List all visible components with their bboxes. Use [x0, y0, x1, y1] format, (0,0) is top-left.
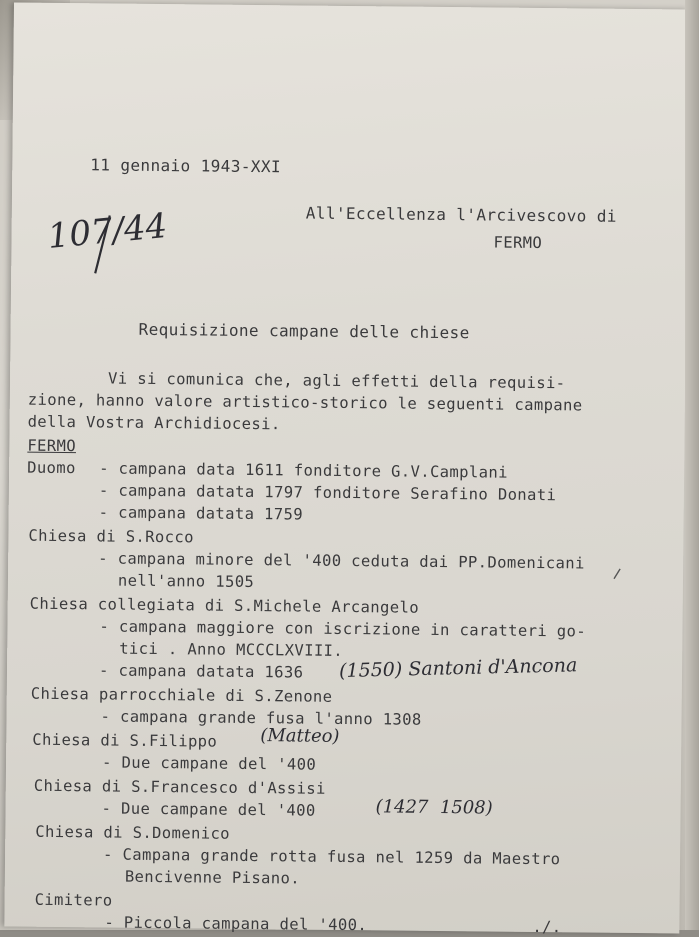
entry-place: Chiesa di S.Rocco — [28, 526, 194, 547]
handwritten-note-filippo: (Matteo) — [260, 725, 340, 747]
intro-line-1: Vi si comunica che, agli effetti della requisi- — [107, 369, 566, 393]
letter-subject: Requisizione campane delle chiese — [138, 319, 470, 343]
entry-text: - campana datata 1636 — [98, 661, 304, 682]
entry-text: - campana minore del '400 ceduta dai PP.Domenicani — [98, 549, 585, 573]
entry-place: Chiesa collegiata di S.Michele Arcangelo — [29, 594, 420, 617]
right-page-edge — [685, 0, 699, 930]
handwritten-note-francesco: (1427 1508) — [375, 796, 493, 819]
entry-text: - campana grande fusa l'anno 1308 — [100, 707, 422, 729]
entry-place: Chiesa parrocchiale di S.Zenone — [30, 684, 333, 706]
protocol-slash-stroke — [95, 215, 110, 273]
letter-sheet — [4, 2, 689, 937]
intro-line-2: zione, hanno valore artistico-storico le seguenti campane — [27, 390, 583, 415]
handwritten-strokes — [4, 2, 689, 933]
entry-place: Duomo — [27, 458, 76, 478]
entry-text: - Due campane del '400 — [101, 753, 317, 774]
entry-text: - campana data 1611 fonditore G.V.Camplani — [99, 459, 508, 482]
continuation-mark: ./. — [532, 917, 562, 937]
addressee-line-2: FERMO — [493, 233, 543, 253]
entry-place: Chiesa di S.Filippo — [32, 730, 218, 751]
margin-tick-mark — [614, 569, 620, 579]
intro-line-3: della Vostra Archidiocesi. — [27, 412, 281, 434]
addressee-line-1: All'Eccellenza l'Arcivescovo di — [305, 203, 617, 226]
entry-text: - Campana grande rotta fusa nel 1259 da Maestro — [103, 845, 561, 869]
entry-place: Chiesa di S.Francesco d'Assisi — [33, 776, 326, 798]
entry-place: Cimitero — [34, 890, 113, 910]
entry-text: tici . Anno MCCCLXVIII. — [119, 639, 344, 660]
letter-date: 11 gennaio 1943-XXI — [90, 155, 282, 177]
entry-text: - Due campane del '400 — [101, 799, 316, 820]
handwritten-protocol-number: 107/44 — [46, 205, 169, 257]
entry-text: - campana datata 1759 — [98, 503, 304, 524]
entry-text: nell'anno 1505 — [117, 571, 255, 592]
entry-text: - campana datata 1797 fonditore Serafino Donati — [98, 481, 557, 505]
entry-text: - Piccola campana del '400. — [104, 913, 368, 935]
entry-text: - campana maggiore con iscrizione in caratteri go- — [99, 617, 587, 641]
entry-place: Chiesa di S.Domenico — [35, 822, 231, 843]
city-heading: FERMO — [27, 436, 77, 456]
handwritten-note-collegiata: (1550) Santoni d'Ancona — [338, 654, 578, 683]
entry-text: Bencivenne Pisano. — [124, 867, 301, 888]
